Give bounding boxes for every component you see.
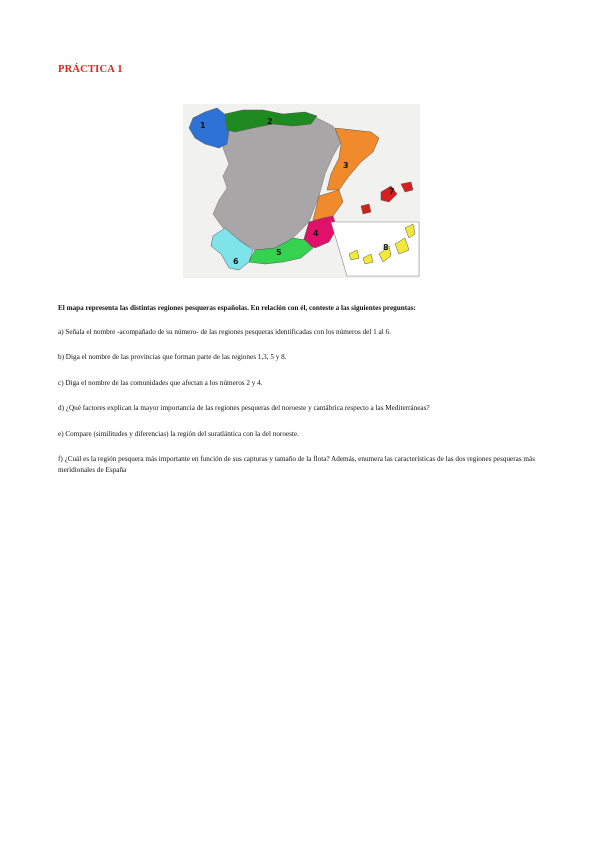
map-label-2: 2: [267, 117, 273, 126]
map-label-7: 7: [389, 187, 395, 196]
instructions-intro: El mapa representa las distintas regiones pesqueras españolas. En relación con él, conteste a las siguientes preguntas:: [58, 304, 416, 312]
question-c: c) Diga el nombre de las comunidades que afectan a los números 2 y 4.: [58, 379, 263, 387]
map-region-1: [189, 108, 229, 148]
fishing-regions-map: [183, 104, 420, 278]
map-label-5: 5: [276, 248, 282, 257]
question-d: d) ¿Qué factores explican la mayor importancia de las regiones pesqueras del noroeste y cantábrica respecto a las Mediterráneas?: [58, 404, 430, 412]
question-f: f) ¿Cuál es la región pesquera más importante en función de sus capturas y tamaño de la flota? Además, enumera las características de las dos regiones pesqueras más meridionales de España: [58, 455, 535, 474]
map-label-6: 6: [233, 257, 239, 266]
map-region-7-b: [401, 182, 413, 192]
question-a: a) Señala el nombre -acompañado de su número- de las regiones pesqueras identificadas con los números del 1 al 6.: [58, 328, 391, 336]
map-region-7-c: [361, 204, 371, 214]
map-label-8: 8: [383, 243, 389, 252]
map-label-4: 4: [313, 229, 319, 238]
question-b: b) Diga el nombre de las provincias que forman parte de las regiones 1,3, 5 y 8.: [58, 353, 287, 361]
page-title: PRÁCTICA 1: [58, 64, 123, 75]
map-label-1: 1: [200, 121, 206, 130]
map-svg: [183, 104, 420, 278]
question-e: e) Compare (similitudes y diferencias) la región del suratlántica con la del noroeste.: [58, 430, 299, 438]
map-label-3: 3: [343, 161, 349, 170]
